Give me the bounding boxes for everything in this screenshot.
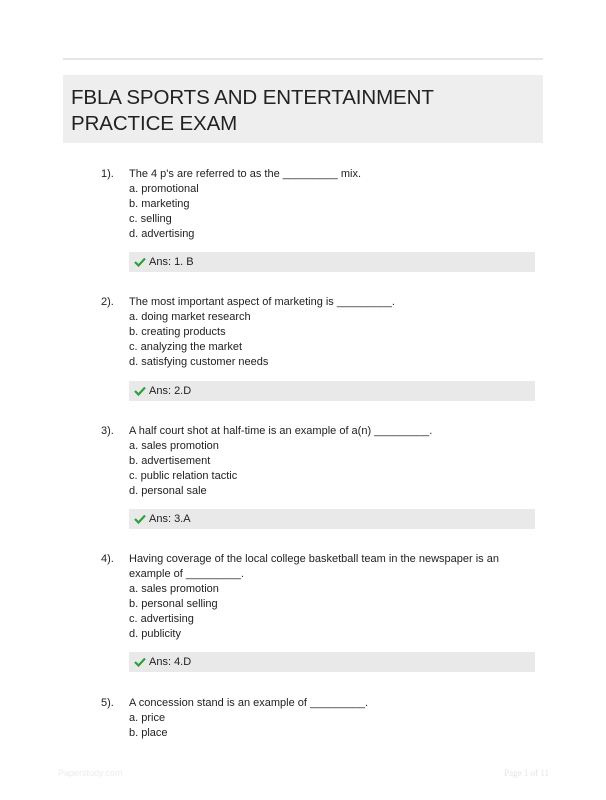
option-d: d. satisfying customer needs [129,356,269,368]
question-text: The 4 p's are referred to as the _________ mix. [129,168,362,180]
option-d: d. personal sale [129,485,207,497]
question-text: A half court shot at half-time is an example of a(n) _________. [129,425,433,437]
option-d: d. publicity [129,628,181,640]
answer-text: Ans: 1. B [149,256,194,268]
option-b: b. creating products [129,326,226,338]
option-c: c. public relation tactic [129,470,238,482]
answer-box [129,509,535,529]
option-b: b. place [129,727,168,739]
page-title: FBLA SPORTS AND ENTERTAINMENT PRACTICE EXAM [71,86,434,135]
checkmark-icon [134,386,146,396]
answer-box [129,652,535,672]
answer-text: Ans: 2.D [149,385,192,397]
question-number: 3). [101,425,114,437]
answer-box [129,252,535,272]
page-number: Page 1 of 11 [504,768,549,778]
answer-text: Ans: 3.A [149,513,191,525]
checkmark-icon [134,257,146,267]
top-divider [63,58,543,60]
option-c: c. analyzing the market [129,341,243,353]
option-a: a. promotional [129,183,199,195]
answer-box [129,381,535,401]
checkmark-icon [134,657,146,667]
option-b: b. advertisement [129,455,211,467]
option-b: b. marketing [129,198,190,210]
option-c: c. advertising [129,613,194,625]
question-text: The most important aspect of marketing is _________. [129,296,395,308]
question-number: 1). [101,168,114,180]
option-a: a. doing market research [129,311,251,323]
question-number: 2). [101,296,114,308]
checkmark-icon [134,514,146,524]
option-a: a. sales promotion [129,583,219,595]
option-a: a. sales promotion [129,440,219,452]
answer-text: Ans: 4.D [149,656,192,668]
option-b: b. personal selling [129,598,218,610]
title-banner [63,75,543,143]
watermark: Paperstudy.com [58,768,123,778]
question-text: A concession stand is an example of _________. [129,697,369,709]
option-c: c. selling [129,213,172,225]
option-a: a. price [129,712,166,724]
option-d: d. advertising [129,228,195,240]
question-text: Having coverage of the local college basketball team in the newspaper is an example of _________. [129,553,499,580]
question-number: 5). [101,697,114,709]
question-number: 4). [101,553,114,565]
